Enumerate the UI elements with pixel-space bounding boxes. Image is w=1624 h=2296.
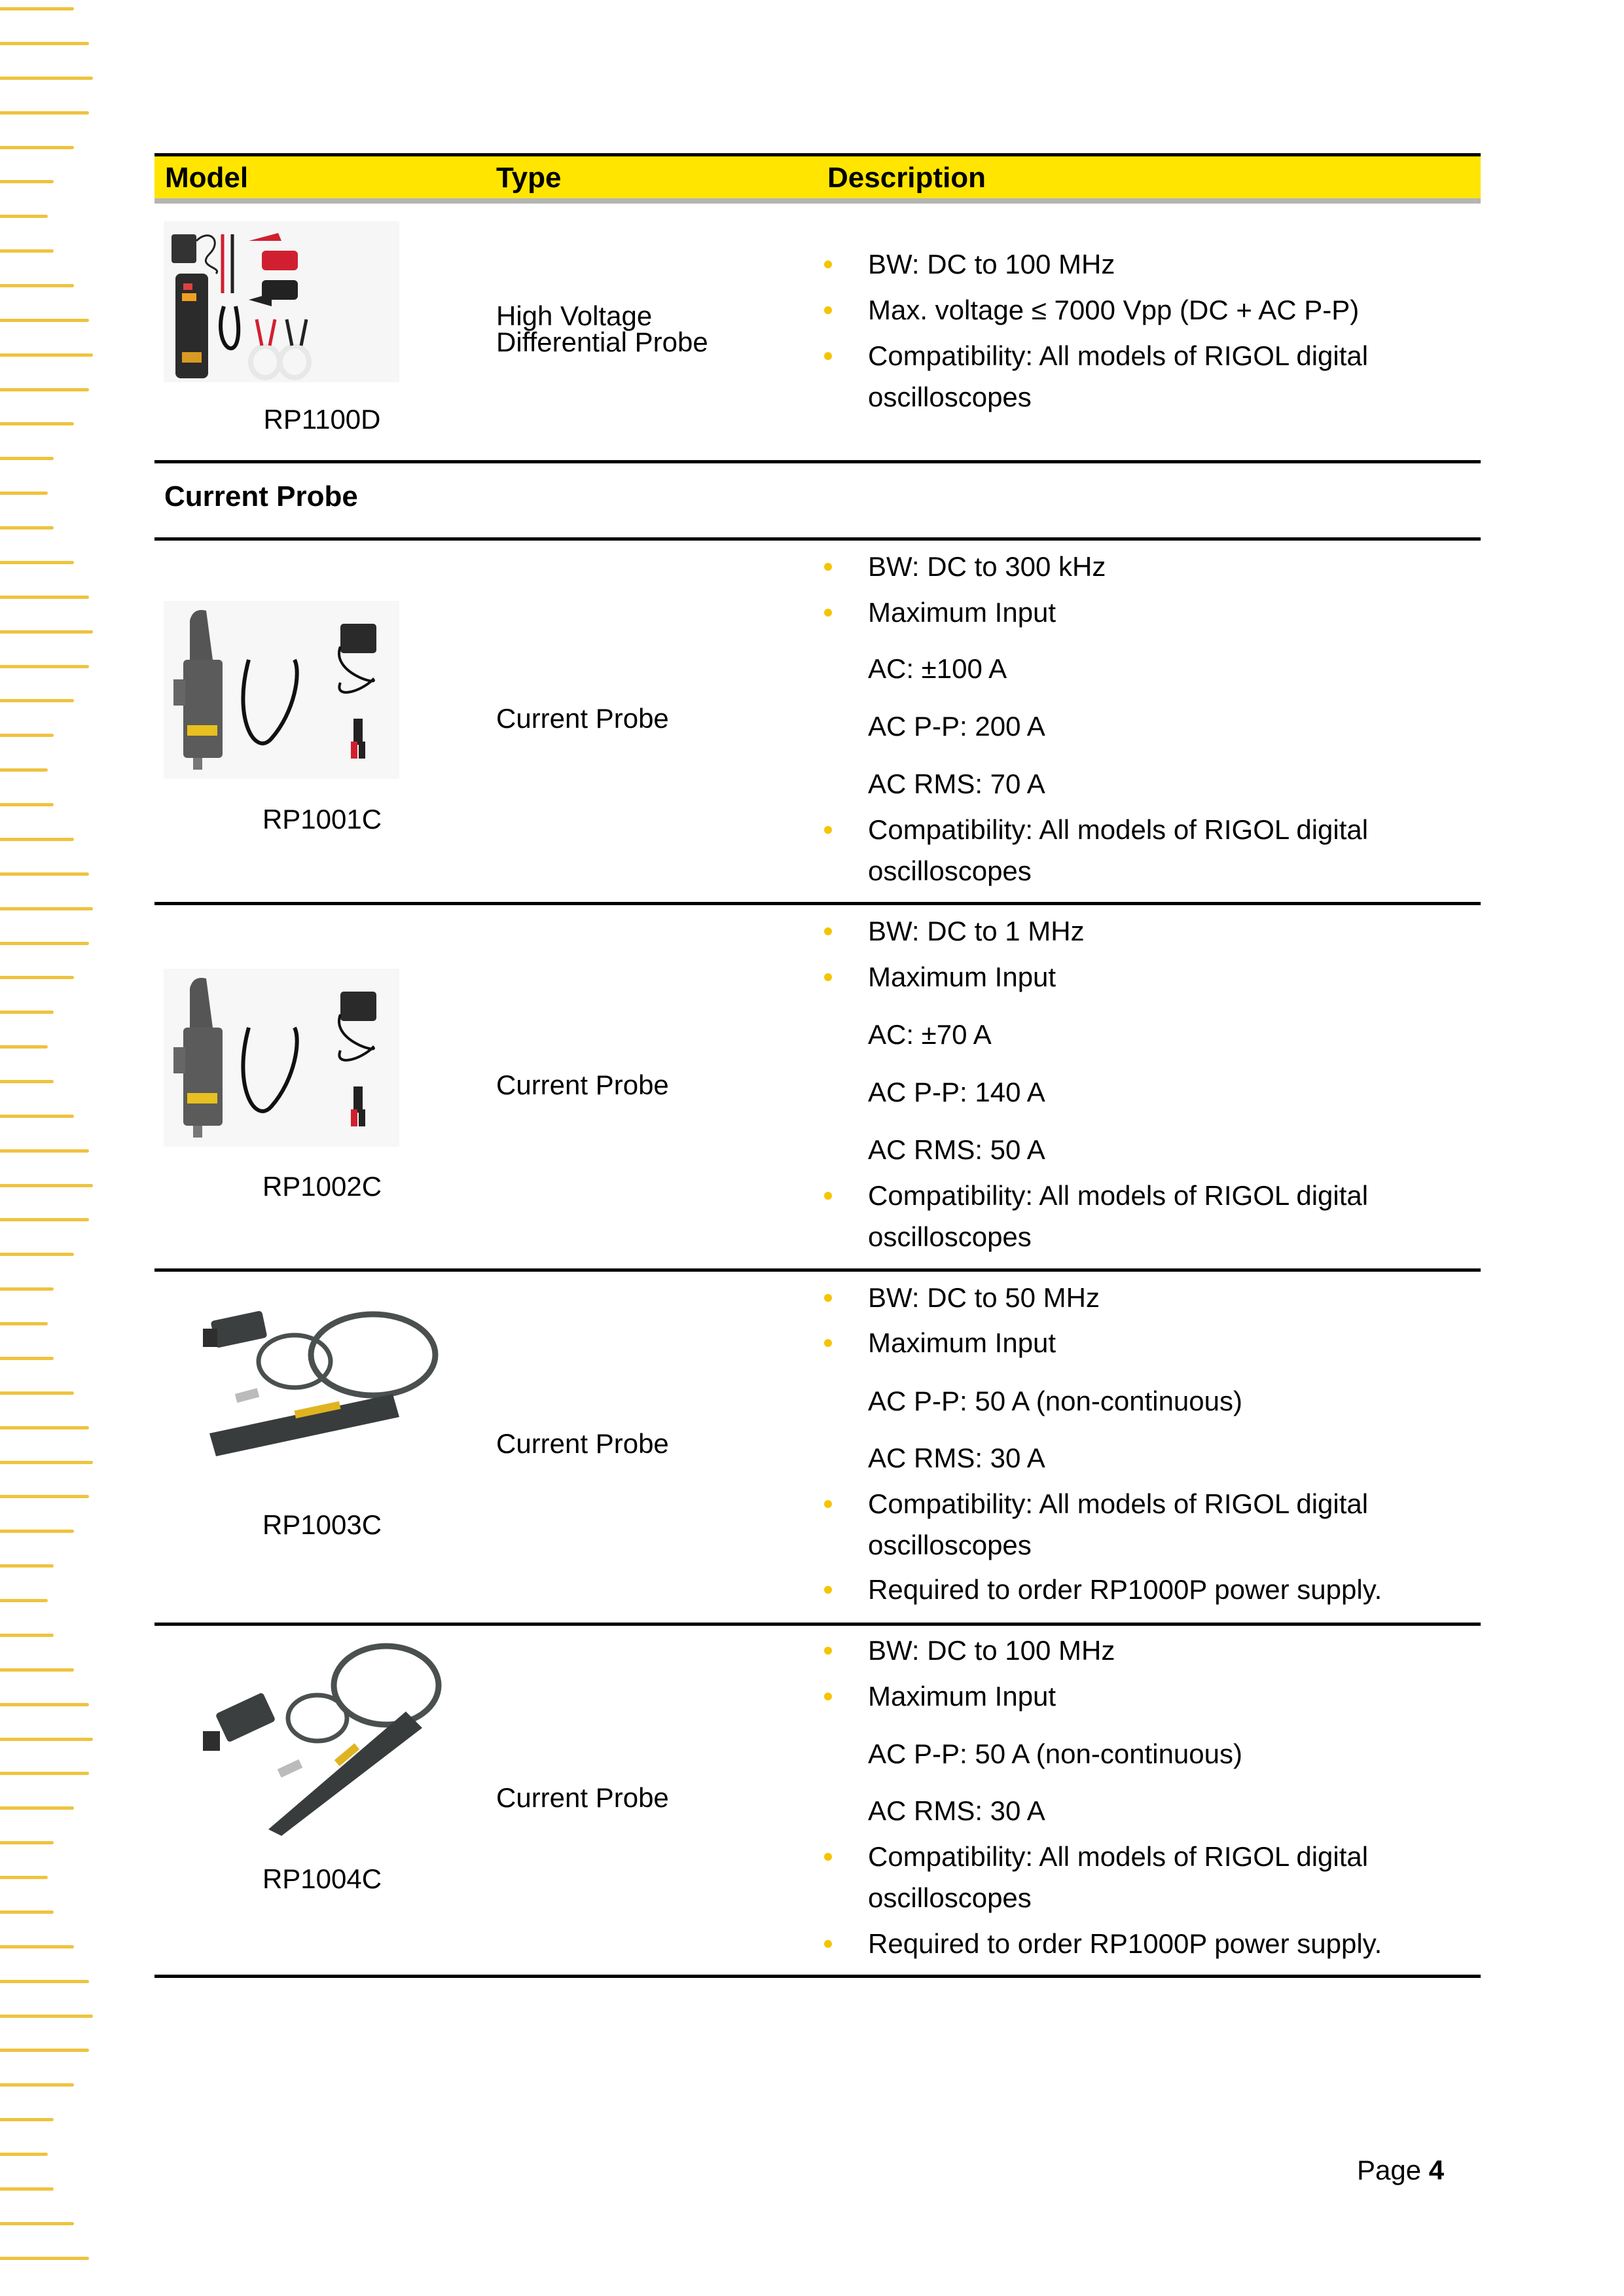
description-text: Compatibility: All models of RIGOL digital [868,1180,1369,1211]
margin-line [0,319,89,322]
header-model: Model [165,162,249,194]
description-item [868,814,1368,846]
description-text: Compatibility: All models of RIGOL digital [868,814,1369,845]
description-text: AC: ±70 A [868,1019,992,1050]
description-text: AC P-P: 200 A [868,711,1045,742]
margin-line [0,388,89,391]
margin-line [0,7,74,10]
description-item [868,855,1032,888]
margin-line [0,77,93,80]
bullet-icon [824,973,832,981]
margin-line [0,1806,74,1810]
margin-line [0,665,89,668]
description-text: BW: DC to 100 MHz [868,249,1115,279]
row-divider [154,537,1481,541]
margin-line [0,422,74,425]
margin-line [0,2222,74,2225]
model-name: RP1003C [262,1509,382,1540]
description-item [868,768,1045,800]
bullet-icon [824,1294,832,1302]
bullet-icon [824,1192,832,1200]
description-text: AC RMS: 50 A [868,1134,1045,1165]
description-text: AC: ±100 A [868,653,1007,684]
margin-line [0,1115,74,1118]
margin-line [0,1391,74,1395]
description-text: AC P-P: 50 A (non-continuous) [868,1386,1242,1416]
description-item [868,1738,1242,1770]
margin-line [0,111,89,115]
model-name: RP1002C [262,1171,382,1202]
description-text: Maximum Input [868,1681,1056,1712]
description-text: oscilloscopes [868,382,1032,412]
model-name: RP1001C [262,804,382,834]
margin-line [0,1461,93,1464]
description-item [868,710,1045,743]
description-item [868,1634,1115,1667]
margin-line [0,1322,48,1325]
description-item [868,340,1368,372]
margin-line [0,1218,89,1221]
description-item [868,1385,1242,1418]
header-type: Type [496,162,562,194]
bullet-icon [824,1339,832,1347]
margin-line [0,1080,54,1083]
description-text: Maximum Input [868,597,1056,628]
current-clamp-kit-photo-icon [164,969,399,1147]
margin-line [0,768,48,772]
description-item [868,653,1007,685]
margin-line [0,2118,54,2121]
description-text: oscilloscopes [868,855,1032,886]
margin-line [0,838,74,841]
description-item [868,1179,1368,1212]
rp1004c-product-image [196,1640,445,1836]
current-probe-cable-photo-icon [196,1302,445,1466]
bullet-icon [824,260,832,268]
margin-decoration [0,0,105,2296]
margin-line [0,457,54,460]
description-item [868,1488,1368,1520]
probe-type: Current Probe [496,703,669,734]
description-item [868,596,1056,629]
bullet-icon [824,563,832,571]
rp1001c-product-image [164,601,399,779]
margin-line [0,1495,89,1498]
bullet-icon [824,1940,832,1948]
description-text: AC RMS: 30 A [868,1795,1045,1826]
margin-line [0,2049,89,2052]
margin-line [0,976,74,979]
description-item [868,1018,992,1051]
row-divider [154,1975,1481,1978]
margin-line [0,1841,54,1844]
description-item [868,1076,1045,1109]
margin-line [0,2015,93,2018]
margin-line [0,215,48,218]
margin-line [0,1149,89,1153]
margin-line [0,180,54,183]
row-divider [154,460,1481,463]
description-text: Compatibility: All models of RIGOL digital [868,1841,1369,1872]
bullet-icon [824,1693,832,1700]
margin-line [0,1045,48,1049]
bullet-icon [824,1647,832,1655]
margin-line [0,492,48,495]
rp1002c-product-image [164,969,399,1147]
row-divider [154,1268,1481,1272]
description-item [868,961,1056,994]
rp1100d-product-image [164,221,399,382]
description-text: AC P-P: 50 A (non-continuous) [868,1738,1242,1769]
margin-line [0,2153,48,2156]
description-item [868,915,1085,948]
margin-line [0,630,93,634]
rp1003c-product-image [196,1302,445,1466]
margin-line [0,2257,89,2260]
row-divider [154,902,1481,905]
description-item [868,1795,1045,1827]
margin-line [0,907,93,910]
description-item [868,1282,1100,1314]
margin-line [0,734,54,737]
margin-line [0,353,93,357]
description-text: oscilloscopes [868,1882,1032,1913]
description-item [868,381,1032,414]
description-item [868,1928,1382,1960]
description-text: oscilloscopes [868,1530,1032,1560]
margin-line [0,1530,74,1533]
table-header-underline [154,198,1481,204]
description-text: oscilloscopes [868,1221,1032,1252]
margin-line [0,1426,89,1429]
probe-type: Current Probe [496,1428,669,1459]
margin-line [0,2187,54,2191]
description-item [868,1529,1032,1562]
description-text: AC RMS: 30 A [868,1443,1045,1473]
margin-line [0,1634,54,1637]
probe-type [496,300,708,357]
margin-line [0,1980,89,1983]
description-item [868,1221,1032,1253]
margin-line [0,284,74,287]
bullet-icon [824,927,832,935]
bullet-icon [824,1853,832,1861]
description-text: BW: DC to 100 MHz [868,1635,1115,1666]
margin-line [0,1184,93,1187]
margin-line [0,942,89,945]
margin-line [0,1945,74,1948]
margin-line [0,249,54,253]
description-text: BW: DC to 300 kHz [868,551,1106,582]
row-divider [154,1623,1481,1626]
description-item [868,1442,1045,1475]
margin-line [0,2083,74,2087]
margin-line [0,596,89,599]
description-text: Required to order RP1000P power supply. [868,1928,1382,1959]
description-text: BW: DC to 1 MHz [868,916,1085,946]
current-clamp-kit-photo-icon [164,601,399,779]
margin-line [0,1876,48,1879]
description-item [868,1840,1368,1873]
margin-line [0,1738,93,1741]
margin-line [0,1910,54,1914]
probe-type-line: High Voltage [496,300,653,331]
margin-line [0,1668,74,1672]
bullet-icon [824,352,832,360]
margin-line [0,1253,74,1256]
model-name: RP1100D [263,404,381,435]
probe-type: Current Probe [496,1069,669,1100]
bullet-icon [824,826,832,834]
margin-line [0,1703,89,1706]
description-item [868,1134,1045,1166]
margin-line [0,1772,89,1775]
margin-line [0,1599,48,1602]
margin-line [0,1011,54,1014]
page-number-value: 4 [1428,2155,1445,2185]
description-item [868,1573,1382,1606]
header-description: Description [827,162,986,194]
margin-line [0,561,74,564]
page-label: Page [1357,2155,1422,2185]
description-item [868,294,1359,327]
bullet-icon [824,609,832,617]
probe-type-line: Differential Probe [496,327,708,357]
margin-line [0,1357,54,1360]
margin-line [0,146,74,149]
description-item [868,550,1106,583]
description-text: Max. voltage ≤ 7000 Vpp (DC + AC P-P) [868,295,1360,325]
description-item [868,1882,1032,1914]
margin-line [0,872,89,876]
margin-line [0,699,74,702]
description-text: AC P-P: 140 A [868,1077,1045,1107]
description-text: Compatibility: All models of RIGOL digital [868,1488,1369,1519]
margin-line [0,526,54,529]
description-text: BW: DC to 50 MHz [868,1282,1100,1313]
bullet-icon [824,1586,832,1594]
description-item [868,1327,1056,1359]
margin-line [0,1564,54,1568]
page-number [1357,2155,1444,2186]
probe-kit-photo-icon [164,221,399,382]
description-text: Maximum Input [868,1327,1056,1358]
description-text: Compatibility: All models of RIGOL digital [868,340,1369,371]
description-item [868,1680,1056,1713]
description-item [868,248,1115,281]
section-title: Current Probe [164,480,358,512]
current-probe-cable-photo-icon [196,1640,445,1836]
probe-type: Current Probe [496,1782,669,1813]
bullet-icon [824,1500,832,1508]
table-header-band [154,156,1481,198]
bullet-icon [824,306,832,314]
margin-line [0,1287,54,1291]
description-text: AC RMS: 70 A [868,768,1045,799]
margin-line [0,803,54,806]
model-name: RP1004C [262,1863,382,1894]
description-text: Required to order RP1000P power supply. [868,1574,1382,1605]
margin-line [0,42,89,45]
description-text: Maximum Input [868,961,1056,992]
